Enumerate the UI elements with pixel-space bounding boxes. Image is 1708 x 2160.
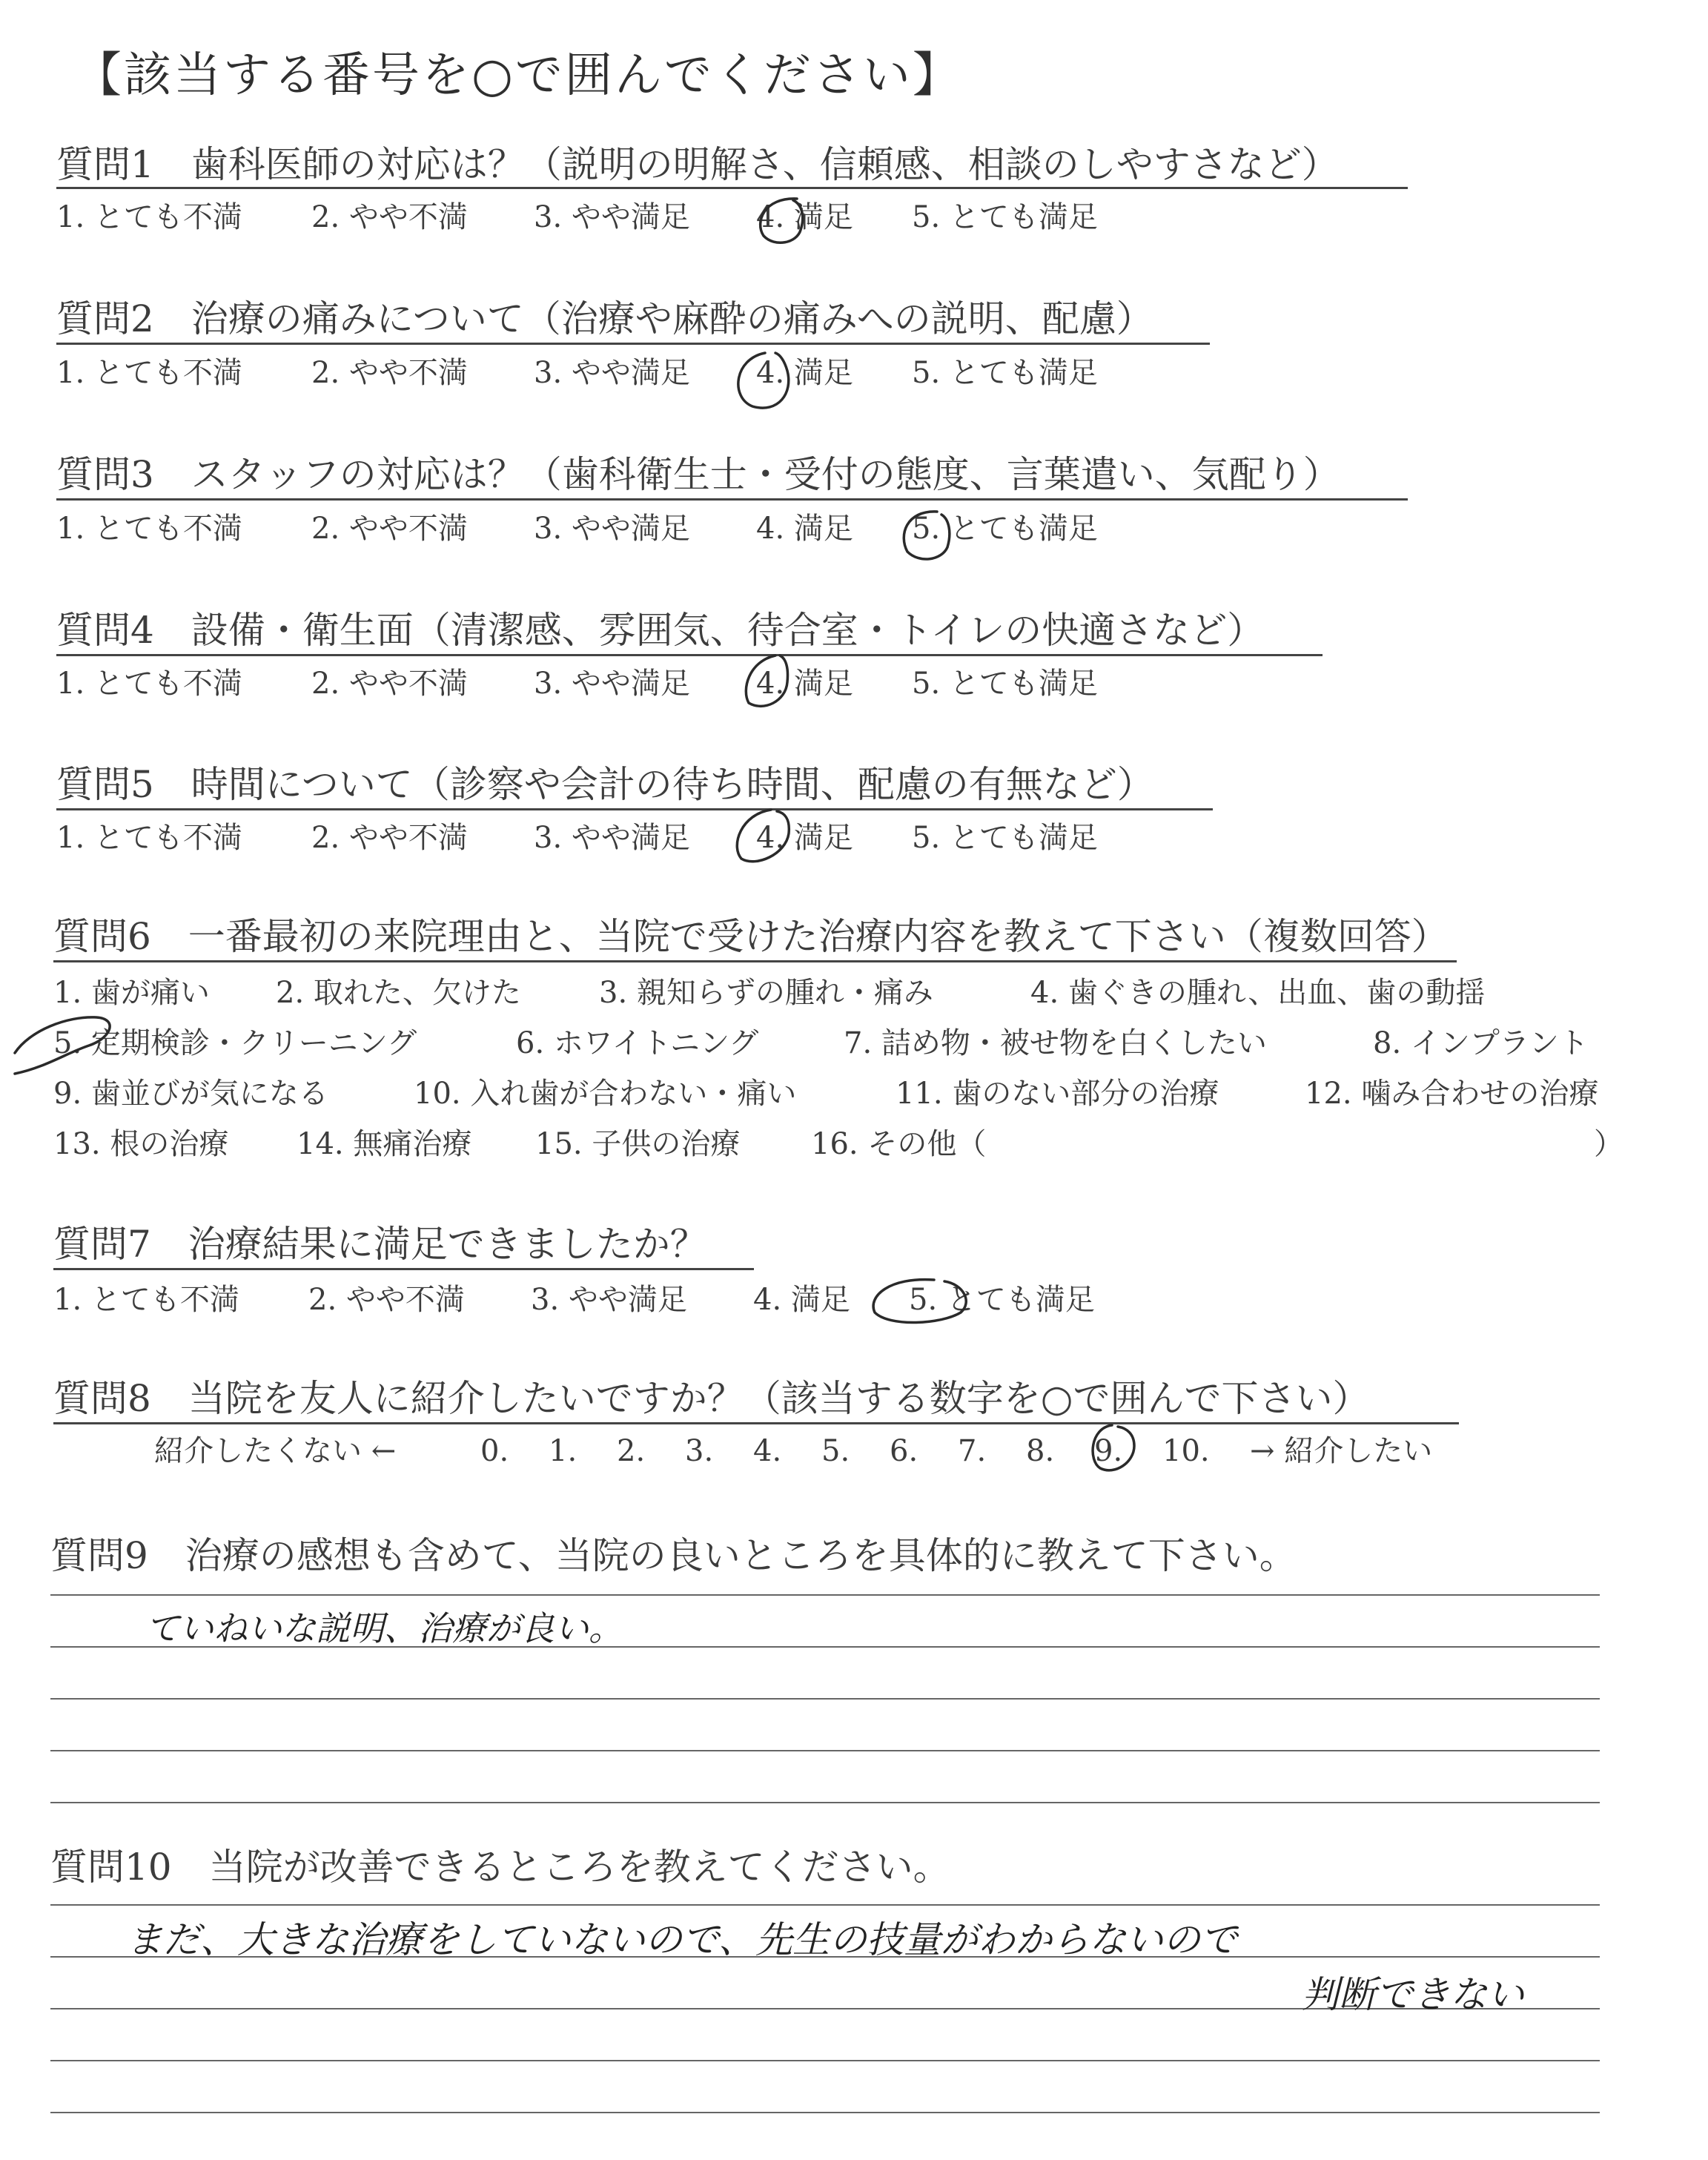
- q4-option-4[interactable]: 4. 満足: [756, 667, 853, 701]
- q1-title: 質問1 歯科医師の対応は？（説明の明解さ、信頼感、相談のしやすさなど）: [56, 143, 1339, 186]
- q6-option-10[interactable]: 10. 入れ歯が合わない・痛い: [414, 1077, 797, 1111]
- q8-right-label: → 紹介したい: [1250, 1434, 1433, 1468]
- q8-scale-1[interactable]: 1.: [549, 1434, 577, 1468]
- q1-underline: [56, 187, 1408, 189]
- q2-option-1[interactable]: 1. とても不満: [56, 356, 242, 390]
- q10-answer-line-4: [50, 2060, 1600, 2061]
- q8-scale-7[interactable]: 7.: [958, 1434, 987, 1468]
- q1-option-5[interactable]: 5. とても満足: [912, 200, 1098, 234]
- q4-option-2[interactable]: 2. やや不満: [311, 667, 468, 701]
- q10-title: 質問10 当院が改善できるところを教えてください。: [50, 1846, 950, 1889]
- q2-option-5[interactable]: 5. とても満足: [912, 356, 1098, 390]
- q5-option-4[interactable]: 4. 満足: [756, 821, 853, 855]
- q6-option-12[interactable]: 12. 噛み合わせの治療: [1305, 1077, 1599, 1111]
- q10-handwritten-answer-line-1[interactable]: まだ、大きな治療をしていないので、先生の技量がわからないので: [126, 1918, 1237, 1961]
- q2-option-4[interactable]: 4. 満足: [756, 356, 853, 390]
- q5-option-2[interactable]: 2. やや不満: [311, 821, 468, 855]
- q4-option-5[interactable]: 5. とても満足: [912, 667, 1098, 701]
- q3-option-1[interactable]: 1. とても不満: [56, 512, 242, 546]
- q7-option-5[interactable]: 5. とても満足: [909, 1283, 1095, 1317]
- q3-option-5[interactable]: 5. とても満足: [912, 512, 1098, 546]
- q3-option-3[interactable]: 3. やや満足: [534, 512, 690, 546]
- q6-underline: [53, 960, 1457, 962]
- page-header: 【該当する番号を○で囲んでください】: [74, 48, 962, 103]
- q3-underline: [56, 498, 1408, 501]
- q7-option-2[interactable]: 2. やや不満: [308, 1283, 465, 1317]
- q6-other-close: ）: [1594, 1127, 1623, 1161]
- q6-option-6[interactable]: 6. ホワイトニング: [516, 1026, 759, 1060]
- q8-scale-10[interactable]: 10.: [1162, 1434, 1210, 1468]
- q1-option-1[interactable]: 1. とても不満: [56, 200, 242, 234]
- q6-title: 質問6 一番最初の来院理由と、当院で受けた治療内容を教えて下さい（複数回答）: [53, 915, 1449, 958]
- q6-option-14[interactable]: 14. 無痛治療: [297, 1127, 472, 1161]
- q5-option-1[interactable]: 1. とても不満: [56, 821, 242, 855]
- q6-option-11[interactable]: 11. 歯のない部分の治療: [896, 1077, 1219, 1111]
- q7-title: 質問7 治療結果に満足できましたか？: [53, 1223, 707, 1266]
- q8-scale-2[interactable]: 2.: [617, 1434, 646, 1468]
- q6-option-4[interactable]: 4. 歯ぐきの腫れ、出血、歯の動揺: [1030, 976, 1486, 1010]
- q6-option-16[interactable]: 16. その他（: [811, 1127, 987, 1161]
- q8-scale-0[interactable]: 0.: [480, 1434, 509, 1468]
- q1-option-2[interactable]: 2. やや不満: [311, 200, 468, 234]
- q6-option-1[interactable]: 1. 歯が痛い: [53, 976, 210, 1010]
- q5-underline: [56, 808, 1213, 810]
- q9-answer-line-4: [50, 1750, 1600, 1751]
- q8-scale-8[interactable]: 8.: [1026, 1434, 1055, 1468]
- q6-option-2[interactable]: 2. 取れた、欠けた: [276, 976, 521, 1010]
- q3-option-4[interactable]: 4. 満足: [756, 512, 853, 546]
- q8-scale-9[interactable]: 9.: [1094, 1434, 1123, 1468]
- q5-option-3[interactable]: 3. やや満足: [534, 821, 690, 855]
- q6-option-8[interactable]: 8. インプラント: [1373, 1026, 1589, 1060]
- q10-handwritten-answer-line-2[interactable]: 判断できない: [1302, 1973, 1524, 2016]
- q5-option-5[interactable]: 5. とても満足: [912, 821, 1098, 855]
- q6-option-13[interactable]: 13. 根の治療: [53, 1127, 229, 1161]
- q2-underline: [56, 343, 1210, 345]
- q8-left-label: 紹介したくない ←: [154, 1434, 397, 1468]
- q2-option-3[interactable]: 3. やや満足: [534, 356, 690, 390]
- q9-handwritten-answer[interactable]: ていねいな説明、治療が良い。: [145, 1608, 623, 1648]
- q6-option-3[interactable]: 3. 親知らずの腫れ・痛み: [599, 976, 933, 1010]
- q8-scale-5[interactable]: 5.: [821, 1434, 850, 1468]
- q10-answer-line-5: [50, 2112, 1600, 2113]
- q7-option-4[interactable]: 4. 満足: [753, 1283, 850, 1317]
- q2-title: 質問2 治療の痛みについて（治療や麻酔の痛みへの説明、配慮）: [56, 297, 1153, 340]
- q7-option-1[interactable]: 1. とても不満: [53, 1283, 239, 1317]
- q2-option-2[interactable]: 2. やや不満: [311, 356, 468, 390]
- q7-underline: [53, 1268, 754, 1270]
- q6-option-7[interactable]: 7. 詰め物・被せ物を白くしたい: [844, 1026, 1267, 1060]
- q9-answer-line-1: [50, 1594, 1600, 1596]
- q1-option-4[interactable]: 4. 満足: [756, 200, 853, 234]
- q10-answer-line-1: [50, 1904, 1600, 1906]
- q8-scale-3[interactable]: 3.: [685, 1434, 714, 1468]
- q5-title: 質問5 時間について（診察や会計の待ち時間、配慮の有無など）: [56, 763, 1154, 806]
- q9-answer-line-3: [50, 1698, 1600, 1700]
- q6-option-5[interactable]: 5. 定期検診・クリーニング: [53, 1026, 417, 1060]
- q4-option-1[interactable]: 1. とても不満: [56, 667, 242, 701]
- q9-title: 質問9 治療の感想も含めて、当院の良いところを具体的に教えて下さい。: [50, 1534, 1297, 1577]
- q8-title: 質問8 当院を友人に紹介したいですか？（該当する数字を○で囲んで下さい）: [53, 1377, 1370, 1420]
- q4-underline: [56, 654, 1323, 656]
- q4-option-3[interactable]: 3. やや満足: [534, 667, 690, 701]
- q8-scale-6[interactable]: 6.: [890, 1434, 918, 1468]
- q3-title: 質問3 スタッフの対応は？（歯科衛生士・受付の態度、言葉遣い、気配り）: [56, 453, 1340, 496]
- q7-option-3[interactable]: 3. やや満足: [531, 1283, 687, 1317]
- q8-scale-4[interactable]: 4.: [753, 1434, 782, 1468]
- q6-option-9[interactable]: 9. 歯並びが気になる: [53, 1077, 328, 1111]
- q8-underline: [53, 1422, 1459, 1424]
- q6-option-15[interactable]: 15. 子供の治療: [535, 1127, 741, 1161]
- q9-answer-line-5: [50, 1802, 1600, 1803]
- q3-option-2[interactable]: 2. やや不満: [311, 512, 468, 546]
- q1-option-3[interactable]: 3. やや満足: [534, 200, 690, 234]
- q4-title: 質問4 設備・衛生面（清潔感、雰囲気、待合室・トイレの快適さなど）: [56, 609, 1265, 652]
